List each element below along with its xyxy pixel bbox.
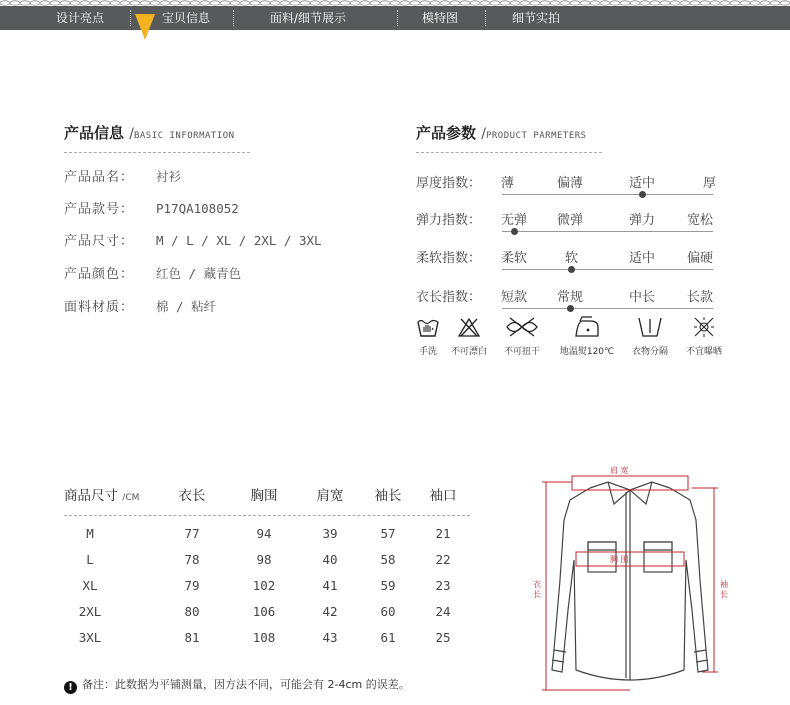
table-cell: 79 (184, 577, 200, 593)
care-item-no-wring (500, 316, 544, 357)
measurement-note (64, 676, 410, 694)
product-params-title-en: PRODUCT PARMETERS (485, 131, 587, 141)
nav-separator (130, 10, 131, 26)
size-table-header: 胸围 (250, 488, 278, 504)
low-iron-icon (572, 316, 602, 338)
param-scale-marker (568, 266, 575, 273)
info-label: 产品品名： (64, 170, 135, 185)
param-scale-marker (567, 305, 574, 312)
nav-separator (485, 10, 486, 26)
param-option: 无弹 (501, 213, 528, 228)
nav-separator (397, 10, 398, 26)
table-cell: 39 (322, 525, 338, 541)
table-cell: 80 (184, 603, 200, 619)
product-info-divider (64, 152, 250, 153)
care-label: 不宜曝晒 (685, 347, 722, 357)
table-cell: 25 (435, 629, 451, 645)
product-params-divider (416, 152, 602, 153)
table-cell: 98 (256, 551, 272, 567)
shirt-outline-illustration (530, 460, 730, 700)
info-row-material (64, 296, 216, 315)
size-table-header: 袖口 (429, 488, 457, 504)
table-cell: 23 (435, 577, 451, 593)
table-cell: 60 (380, 603, 396, 619)
care-item-no-sun-dry (681, 316, 727, 357)
care-label: 地温熨120℃ (559, 347, 615, 357)
table-cell: 57 (380, 525, 396, 541)
param-option: 柔软 (501, 251, 528, 266)
param-label: 厚度指数： (416, 176, 482, 191)
size-header-title: 商品尺寸 (64, 488, 118, 504)
nav-separator (233, 10, 234, 26)
param-option: 短款 (501, 290, 528, 305)
param-option: 中长 (629, 290, 656, 305)
warning-icon: ! (64, 681, 77, 694)
care-item-no-bleach (447, 316, 491, 357)
care-item-low-iron (556, 316, 618, 357)
table-cell: 94 (256, 525, 272, 541)
param-option: 薄 (501, 176, 515, 191)
info-row-style-number (64, 198, 239, 217)
care-label: 手洗 (418, 347, 437, 357)
param-option: 厚 (703, 176, 717, 191)
table-cell: 108 (252, 629, 276, 645)
product-params-title-cn: 产品参数 (416, 124, 477, 142)
nav-item-model-photos[interactable]: 模特图 (422, 11, 459, 25)
no-sun-dry-icon (692, 316, 716, 338)
shirt-measurement-diagram (530, 460, 730, 700)
nav-item-detail-shots[interactable]: 细节实拍 (512, 11, 561, 25)
no-bleach-icon (457, 316, 481, 338)
top-nav-bar (0, 6, 790, 30)
product-info-title: 产品信息 /BASIC INFORMATION (64, 124, 235, 142)
table-cell: 78 (184, 551, 200, 567)
table-row (64, 546, 470, 572)
table-cell: 77 (184, 525, 200, 541)
nav-item-design-highlights[interactable]: 设计亮点 (56, 11, 105, 25)
product-params-title: 产品参数 /PRODUCT PARMETERS (416, 124, 587, 142)
table-cell: 3XL (78, 629, 102, 645)
param-option: 适中 (629, 251, 656, 266)
info-row-sizes (64, 230, 322, 249)
param-option: 常规 (557, 290, 584, 305)
size-table-header (64, 478, 156, 510)
table-cell: 22 (435, 551, 451, 567)
nav-item-fabric-details[interactable]: 面料/细节展示 (270, 11, 347, 25)
hand-wash-icon (416, 316, 440, 338)
table-cell: 2XL (78, 603, 102, 619)
param-label: 衣长指数： (416, 290, 482, 305)
table-cell: 24 (435, 603, 451, 619)
table-row (64, 598, 470, 624)
table-cell: 102 (252, 577, 276, 593)
product-info-title-en: BASIC INFORMATION (133, 131, 235, 141)
care-item-hand-wash (414, 316, 442, 357)
param-option: 长款 (687, 290, 714, 305)
care-label: 衣物分隔 (631, 347, 668, 357)
param-scale-track (502, 308, 713, 309)
table-row (64, 520, 470, 546)
table-cell: 59 (380, 577, 396, 593)
param-option: 软 (565, 251, 579, 266)
sleeve-length-label: 袖 长 (720, 580, 728, 599)
size-table-header: 袖长 (374, 488, 402, 504)
nav-item-product-info[interactable]: 宝贝信息 (162, 11, 211, 25)
param-scale-marker (639, 191, 646, 198)
table-cell: 41 (322, 577, 338, 593)
size-table-header-row (64, 478, 470, 510)
shoulder-width-label: 肩 宽 (610, 466, 629, 475)
table-cell: 21 (435, 525, 451, 541)
param-label: 弹力指数： (416, 213, 482, 228)
care-label: 不可漂白 (450, 347, 487, 357)
nav-active-indicator-arrow (135, 14, 155, 40)
chest-label: 胸 围 (610, 555, 629, 564)
table-cell: 42 (322, 603, 338, 619)
param-scale-marker (511, 228, 518, 235)
param-row-elasticity (416, 209, 726, 233)
care-label: 不可扭干 (503, 347, 540, 357)
table-cell: 81 (184, 629, 200, 645)
param-option: 偏硬 (687, 251, 714, 266)
size-table-header: 肩宽 (316, 488, 344, 504)
info-row-colors (64, 263, 241, 282)
note-text: 备注：此数据为平铺测量，因方法不同，可能会有 2-4cm 的误差。 (82, 678, 410, 691)
table-cell: 58 (380, 551, 396, 567)
size-table-header: 衣长 (178, 488, 206, 504)
wash-separately-icon (635, 316, 665, 338)
info-label: 产品尺寸： (64, 234, 135, 249)
length-label: 衣 长 (533, 580, 541, 599)
table-cell: 106 (252, 603, 276, 619)
info-value: P17QA108052 (156, 201, 239, 216)
param-option: 微弹 (557, 213, 584, 228)
param-option: 弹力 (629, 213, 656, 228)
no-wring-icon (504, 316, 540, 338)
param-option: 适中 (629, 176, 656, 191)
product-info-title-cn: 产品信息 (64, 124, 125, 142)
table-cell: L (86, 551, 94, 567)
info-value: M / L / XL / 2XL / 3XL (156, 233, 322, 248)
info-row-name (64, 166, 181, 185)
param-row-softness (416, 247, 726, 271)
param-row-thickness (416, 172, 726, 196)
table-cell: 40 (322, 551, 338, 567)
info-label: 面料材质： (64, 300, 135, 315)
size-table (64, 478, 470, 650)
param-scale-track (502, 231, 713, 232)
table-cell: 61 (380, 629, 396, 645)
size-table-divider (64, 515, 470, 516)
info-value: 红色 / 藏青色 (156, 266, 242, 281)
care-item-wash-separately (626, 316, 674, 357)
param-option: 宽松 (687, 213, 714, 228)
size-header-unit: /CM (122, 493, 140, 503)
table-cell: 43 (322, 629, 338, 645)
table-cell: XL (82, 577, 98, 593)
table-row (64, 624, 470, 650)
param-label: 柔软指数： (416, 251, 482, 266)
table-row (64, 572, 470, 598)
info-label: 产品颜色： (64, 267, 135, 282)
info-value: 衬衫 (156, 169, 182, 184)
table-cell: M (86, 525, 94, 541)
param-row-length (416, 286, 726, 310)
info-value: 棉 / 粘纤 (156, 299, 217, 314)
param-scale-track (502, 194, 713, 195)
param-option: 偏薄 (557, 176, 584, 191)
param-scale-track (502, 269, 713, 270)
info-label: 产品款号： (64, 202, 135, 217)
